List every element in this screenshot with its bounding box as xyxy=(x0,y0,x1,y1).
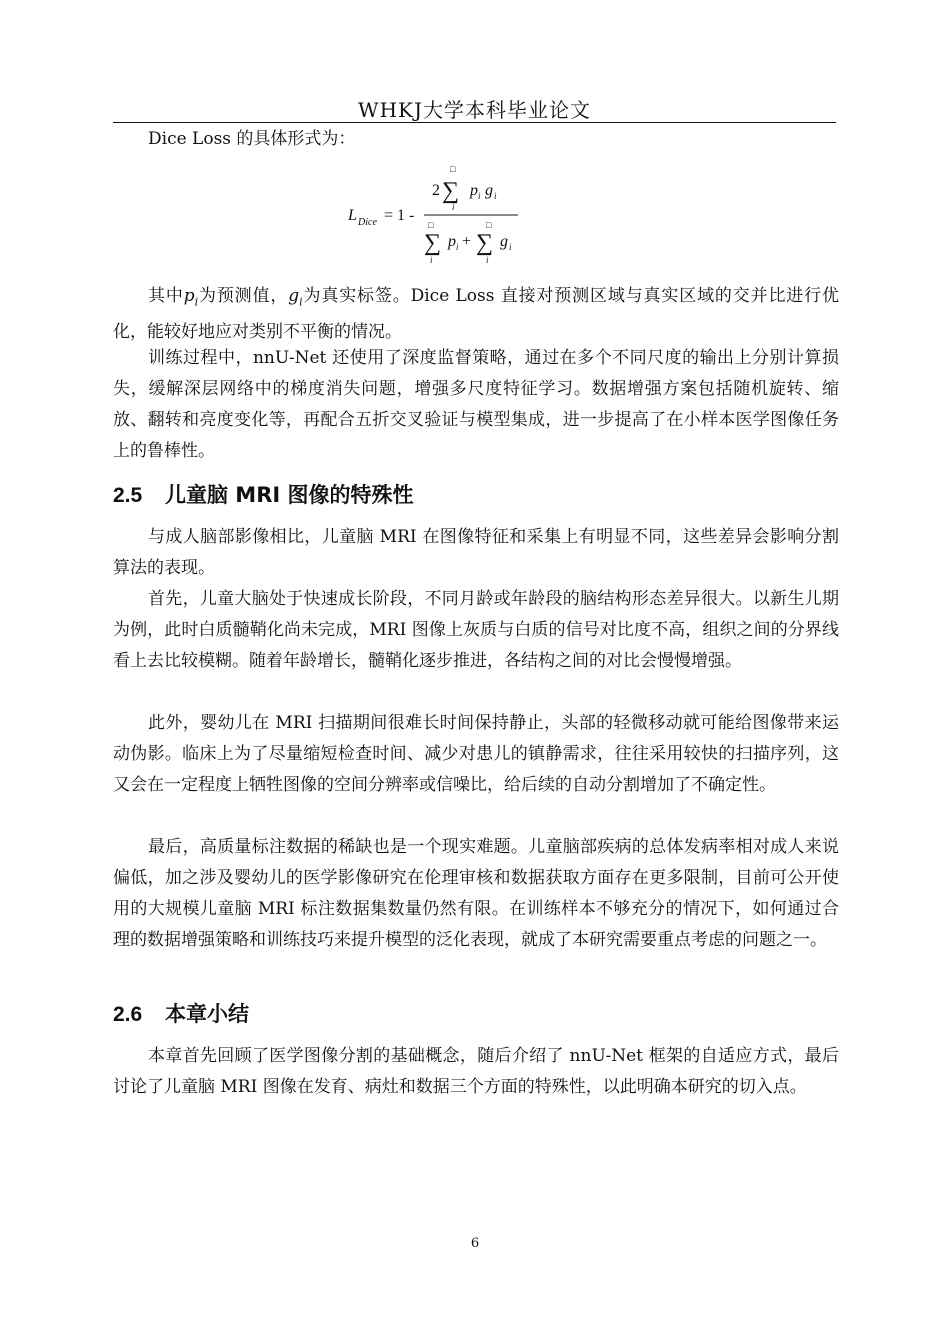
formula-den-sum-1: ∑ xyxy=(424,230,442,256)
formula-lhs-sub: Dice xyxy=(358,217,377,228)
formula-num-coef: 2 xyxy=(432,182,440,199)
formula-den-index-2: i xyxy=(486,255,489,265)
paragraph-2-5-2: 首先，儿童大脑处于快速成长阶段，不同月龄或年龄段的脑结构形态差异很大。以新生儿期为例，此时白质髓鞘化尚未完成，MRI 图像上灰质与白质的信号对比度不高，组织之间的分界线看上去比较模糊。随着年龄增长，髓鞘化逐步推进，各结构之间的对比会慢慢增强。 xyxy=(113,589,839,671)
formula-den-box-1: □ xyxy=(428,220,434,230)
formula-num-g-sub: i xyxy=(494,191,497,201)
section-heading-2-5: 2.5 儿童脑 MRI 图像的特殊性 xyxy=(113,483,414,507)
running-header: WHKJ大学本科毕业论文 xyxy=(358,98,591,122)
header-rule xyxy=(113,122,836,123)
dice-loss-formula xyxy=(340,160,540,270)
formula-num-sum: ∑ xyxy=(442,178,460,204)
formula-equals-one-minus: = 1 - xyxy=(384,207,415,224)
paragraph-training: 训练过程中，nnU-Net 还使用了深度监督策略，通过在多个不同尺度的输出上分别计算损失，缓解深层网络中的梯度消失问题，增强多尺度特征学习。数据增强方案包括随机旋转、缩放、翻转和亮度变化等，再配合五折交叉验证与模型集成，进一步提高了在小样本医学图像任务上的鲁棒性。 xyxy=(113,348,839,461)
formula-den-g: g xyxy=(500,233,508,250)
paragraph-2-5-3: 此外，婴幼儿在 MRI 扫描期间很难长时间保持静止，头部的轻微移动就可能给图像带来运动伪影。临床上为了尽量缩短检查时间、减少对患儿的镇静需求，往往采用较快的扫描序列，这又会在一定程度上牺牲图像的空间分辨率或信噪比，给后续的自动分割增加了不确定性。 xyxy=(113,713,839,795)
paragraph-2-5-1: 与成人脑部影像相比，儿童脑 MRI 在图像特征和采集上有明显不同，这些差异会影响分割算法的表现。 xyxy=(113,527,839,578)
formula-num-index: i xyxy=(452,202,455,212)
section-heading-2-6: 2.6 本章小结 xyxy=(113,1002,249,1026)
formula-den-box-2: □ xyxy=(486,220,492,230)
formula-lhs: L xyxy=(348,207,357,224)
paragraph-2-6-1: 本章首先回顾了医学图像分割的基础概念，随后介绍了 nnU-Net 框架的自适应方式，最后讨论了儿童脑 MRI 图像在发育、病灶和数据三个方面的特殊性，以此明确本研究的切入点。 xyxy=(113,1046,839,1097)
formula-den-index-1: i xyxy=(430,255,433,265)
formula-den-p-sub: i xyxy=(456,242,459,252)
paragraph-2-5-4: 最后，高质量标注数据的稀缺也是一个现实难题。儿童脑部疾病的总体发病率相对成人来说偏低，加之涉及婴幼儿的医学影像研究在伦理审核和数据获取方面存在更多限制，目前可公开使用的大规模儿童脑 MRI 标注数据集数量仍然有限。在训练样本不够充分的情况下，如何通过合理的数据增强策略和训练技巧来提升模型的泛化表现，就成了本研究需要重点考虑的问题之一。 xyxy=(113,837,839,950)
formula-num-box: □ xyxy=(450,164,456,174)
paragraph-dice-explanation: 其中$p_i$为预测值，$g_i$为真实标签。Dice Loss 直接对预测区域与真实区域的交并比进行优化，能较好地应对类别不平衡的情况。 xyxy=(113,286,840,343)
formula-num-g: g xyxy=(485,182,493,199)
formula-den-p: p xyxy=(448,233,456,250)
formula-den-g-sub: i xyxy=(509,242,512,252)
formula-num-p: p xyxy=(470,182,478,199)
formula-den-plus: + xyxy=(462,233,472,250)
formula-intro: Dice Loss 的具体形式为： xyxy=(148,129,356,149)
page-number: 6 xyxy=(470,1236,480,1251)
formula-num-p-sub: i xyxy=(478,191,481,201)
formula-den-sum-2: ∑ xyxy=(476,230,494,256)
